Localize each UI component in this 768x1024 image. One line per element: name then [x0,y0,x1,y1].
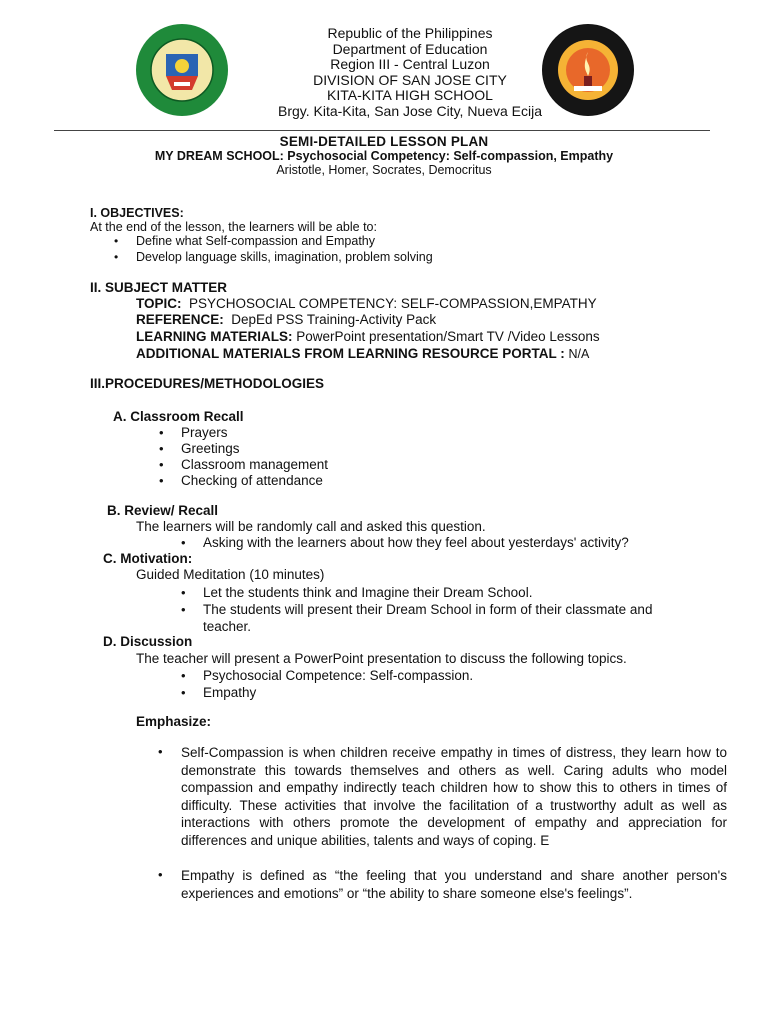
empathy-paragraph: Empathy is defined as “the feeling that you understand and share another person's experiences and emotions” or “the ability to share someone else's feelings”. [181,868,727,901]
header-line: Brgy. Kita-Kita, San Jose City, Nueva Ecija [277,102,543,119]
discussion-heading: D. Discussion [103,634,193,649]
motivation-heading: C. Motivation: [103,551,193,566]
review-recall-heading: B. Review/ Recall [107,503,219,518]
lesson-topic-title: MY DREAM SCHOOL: Psychosocial Competency: Self-compassion, Empathy [154,149,614,163]
header-line: Republic of the Philippines [327,25,493,41]
header-address [230,26,590,119]
motivation-intro: Guided Meditation (10 minutes) [136,567,325,582]
discussion-item: • Psychosocial Competence: Self-compassion. [203,668,473,683]
self-compassion-paragraph: Self-Compassion is when children receive empathy in times of distress, they learn how to demonstrate this towards themselves and others as well. Caring adults who model compassion and empathy indirectly teach children how to show this to others in times of difficulty. These activities that involve the facilitation of a trustworthy adult as well as interactions with others promote the development of empathy and appreciation for differences and unique abilities, talents and ways of coping. E [181,745,727,848]
learning-materials-row [136,329,600,344]
classroom-recall-item: • Greetings [181,441,240,456]
classroom-recall-item: • Classroom management [181,457,328,472]
additional-materials-value: N/A [568,347,590,361]
objective-item: • Develop language skills, imagination, problem solving [136,250,433,264]
classroom-recall-heading: A. Classroom Recall [113,409,244,424]
topic-row [136,296,597,311]
review-recall-intro: The learners will be randomly call and asked this question. [136,519,486,534]
discussion-intro: The teacher will present a PowerPoint presentation to discuss the following topics. [136,651,627,666]
objective-item: • Define what Self-compassion and Empathy [136,234,375,248]
motivation-item-continued: teacher. [203,619,252,634]
review-recall-item: • Asking with the learners about how they feel about yesterdays' activity? [203,535,629,550]
header-line: DIVISION OF SAN JOSE CITY [313,71,507,88]
motivation-item: • The students will present their Dream School in form of their classmate and [203,602,652,617]
header-line: KITA-KITA HIGH SCHOOL [327,87,493,103]
objectives-heading: I. OBJECTIVES: [90,206,184,220]
section-names: Aristotle, Homer, Socrates, Democritus [276,163,492,177]
deped-seal-logo [136,24,228,116]
reference-row [136,312,436,327]
motivation-item: • Let the students think and Imagine their Dream School. [203,585,532,600]
objectives-intro: At the end of the lesson, the learners will be able to: [90,220,377,234]
emphasize-heading: Emphasize: [136,714,212,729]
additional-materials-label: ADDITIONAL MATERIALS FROM LEARNING RESOURCE PORTAL : [136,346,565,361]
bullet-icon: • [158,744,163,759]
school-seal-logo [542,24,634,116]
additional-materials-row [136,346,589,361]
header-line: Region III - Central Luzon [330,56,490,72]
learning-materials-value: PowerPoint presentation/Smart TV /Video Lessons [296,329,600,344]
lesson-plan-title: SEMI-DETAILED LESSON PLAN [279,134,489,149]
discussion-item: • Empathy [203,685,256,700]
topic-value: PSYCHOSOCIAL COMPETENCY: SELF-COMPASSION,EMPATHY [189,296,597,311]
learning-materials-label: LEARNING MATERIALS: [136,329,293,344]
procedures-heading: III.PROCEDURES/METHODOLOGIES [90,376,325,391]
reference-label: REFERENCE: [136,312,224,327]
reference-value: DepEd PSS Training-Activity Pack [231,312,437,327]
classroom-recall-item: • Prayers [181,425,228,440]
header-line: Department of Education [332,40,488,57]
classroom-recall-item: • Checking of attendance [181,473,323,488]
header-divider [54,130,710,131]
bullet-icon: • [158,867,163,882]
subject-matter-heading: II. SUBJECT MATTER [90,280,228,295]
lesson-plan-title-block [0,134,768,178]
document-header [0,24,768,124]
topic-label: TOPIC: [136,296,182,311]
